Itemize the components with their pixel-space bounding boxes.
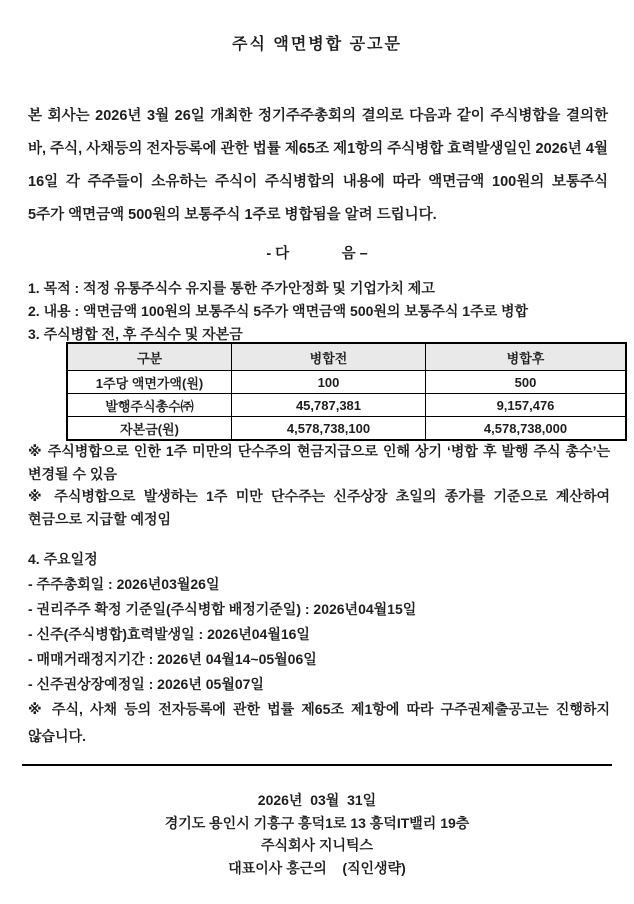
table-row-par-value [67, 371, 626, 394]
page-title: 주식 액면병합 공고문 [232, 36, 402, 53]
value-before: 4,578,738,100 [232, 417, 426, 441]
table-header-row [67, 343, 626, 371]
value-before: 100 [232, 371, 426, 394]
header-category: 구분 [67, 343, 232, 371]
value-after: 4,578,738,000 [426, 417, 627, 441]
list-item-content: 2. 내용 : 액면금액 100원의 보통주식 5주가 액면금액 500원의 보통주식 1주로 병합 [28, 303, 529, 319]
schedule-item-record-date: - 권리주주 확정 기준일(주식병합 배정기준일) : 2026년04월15일 [28, 601, 417, 617]
value-before: 45,787,381 [232, 394, 426, 417]
list-item-purpose: 1. 목적 : 적정 유통주식수 유지를 통한 주가안정화 및 기업가치 제고 [28, 280, 435, 296]
numbered-list [28, 277, 610, 346]
header-before-merge: 병합전 [232, 343, 426, 371]
footer-address: 경기도 용인시 기흥구 흥덕1로 13 흥덕IT밸리 19층 [164, 814, 470, 831]
schedule-item-meeting-date: - 주주총회일 : 2026년03월26일 [28, 576, 220, 592]
schedule-item-effective-date: - 신주(주식병합)효력발생일 : 2026년04월16일 [28, 626, 310, 642]
share-consolidation-table [66, 342, 627, 441]
table-row-issued-shares [67, 394, 626, 417]
row-label: 자본금(원) [67, 417, 232, 441]
row-label: 발행주식총수㈜ [67, 394, 232, 417]
footnote-odd-lot-payment: ※ 주식병합으로 발생하는 1주 미만 단수주는 신주상장 초일의 종가를 기준으로 계산하여 현금으로 지급할 예정임 [28, 488, 610, 527]
list-item-table-heading: 3. 주식병합 전, 후 주식수 및 자본금 [28, 326, 243, 342]
footer-signature-block [0, 789, 634, 879]
footer-divider [22, 764, 612, 766]
schedule-heading: 4. 주요일정 [28, 551, 98, 567]
footer-date: 2026년 03월 31일 [257, 792, 377, 808]
schedule-item-trading-halt: - 매매거래정지기간 : 2026년 04월14~05월06일 [28, 651, 317, 667]
final-note: ※ 주식, 사채 등의 전자등록에 관한 법률 제65조 제1항에 따라 구주권제출공고는 진행하지 않습니다. [28, 701, 610, 744]
footer-company-name: 주식회사 지니틱스 [260, 837, 374, 853]
table-row-capital [67, 417, 626, 441]
schedule-section [28, 547, 610, 697]
header-after-merge: 병합후 [426, 343, 627, 371]
intro-paragraph: 본 회사는 2026년 3월 26일 개최한 정기주주총회의 결의로 다음과 같이 주식병합을 결의한 바, 주식, 사채등의 전자등록에 관한 법률 제65조 제1항의 주식병합 효력발생일인 2026년 4월 16일 각 주주들이 소유하는 주식이 주식병합의 내용에 따라 액면금액 100원의 보통주식 5주가 액면금액 500원의 보통주식 1주로 병합됨을 알려 드립니다. [28, 108, 608, 223]
daum-section-header: - 다 음 – [266, 246, 368, 262]
footnote-odd-lot-change: ※ 주식병합으로 인한 1주 미만의 단수주의 현금지급으로 인해 상기 ‘병합 후 발행 주식 총수’는 변경될 수 있음 [28, 443, 610, 482]
value-after: 500 [426, 371, 627, 394]
row-label: 1주당 액면가액(원) [67, 371, 232, 394]
value-after: 9,157,476 [426, 394, 627, 417]
schedule-item-listing-date: - 신주권상장예정일 : 2026년 05월07일 [28, 676, 264, 692]
table-footnotes [28, 440, 610, 530]
footer-ceo-line: 대표이사 홍근의 (직인생략) [228, 859, 406, 876]
